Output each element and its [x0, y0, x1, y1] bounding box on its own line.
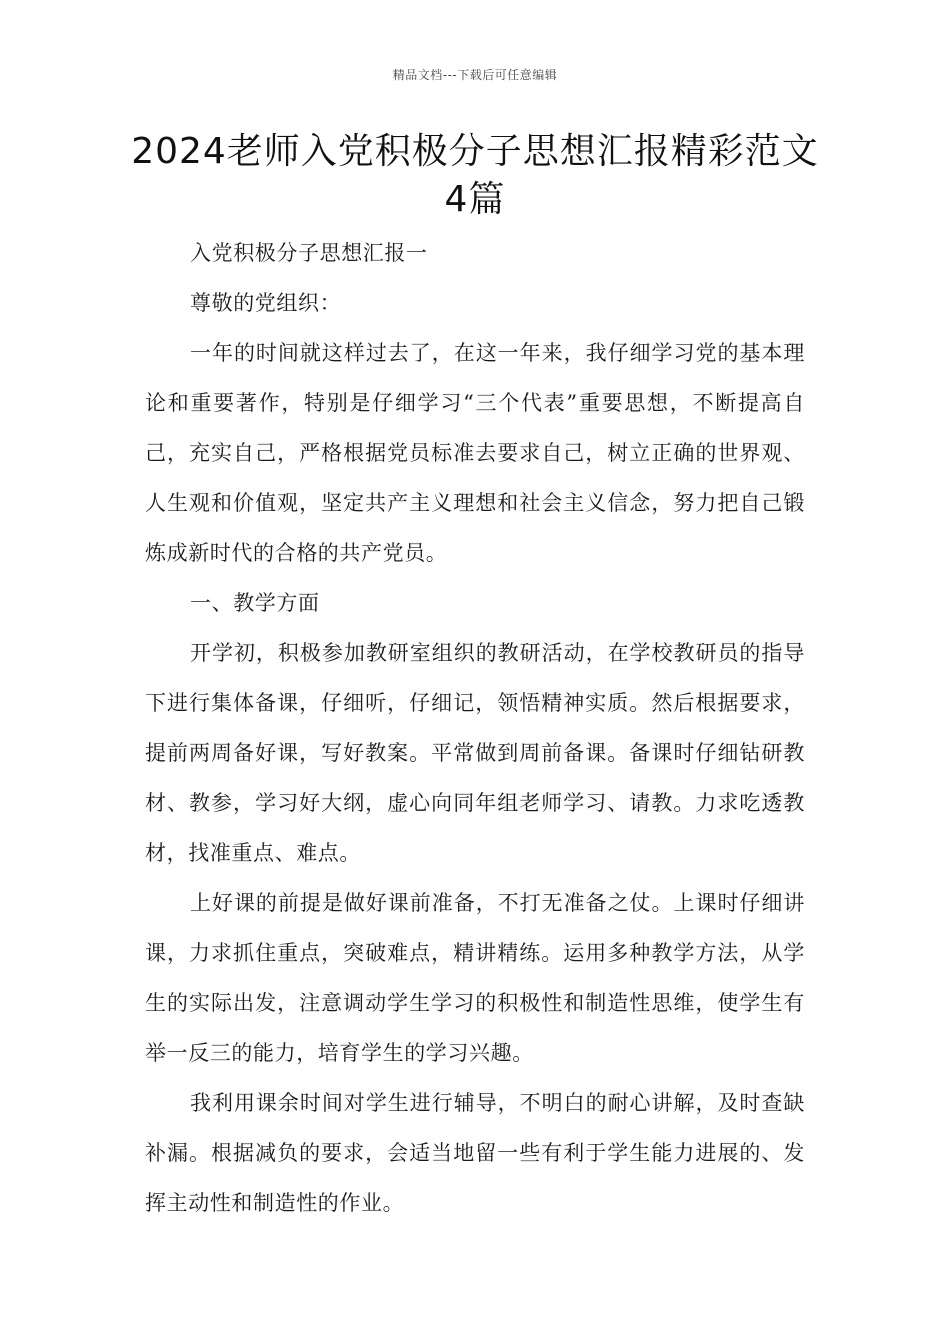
section-heading: 一、教学方面: [190, 591, 320, 615]
header-note: 精品文档---下载后可任意编辑: [392, 68, 558, 82]
salutation: 尊敬的党组织：: [190, 291, 342, 315]
body-paragraph: 开学初，积极参加教研室组织的教研活动，在学校教研员的指导下进行集体备课，仔细听，仔细记，领悟精神实质。然后根据要求，提前两周备好课，写好教案。平常做到周前备课。备课时仔细钻研教材、教参，学习好大纲，虚心向同年组老师学习、请教。力求吃透教材，找准重点、难点。: [145, 641, 805, 865]
document-title: 2024老师入党积极分子思想汇报精彩范文4篇: [131, 131, 819, 220]
document-body: [145, 228, 805, 1228]
report-subtitle: 入党积极分子思想汇报一: [190, 241, 428, 265]
body-paragraph: 一年的时间就这样过去了，在这一年来，我仔细学习党的基本理论和重要著作，特别是仔细学习“三个代表”重要思想，不断提高自己，充实自己，严格根据党员标准去要求自己，树立正确的世界观、人生观和价值观，坚定共产主义理想和社会主义信念，努力把自己锻炼成新时代的合格的共产党员。: [145, 341, 805, 565]
body-paragraph: 我利用课余时间对学生进行辅导，不明白的耐心讲解，及时查缺补漏。根据减负的要求，会适当地留一些有利于学生能力进展的、发挥主动性和制造性的作业。: [145, 1091, 805, 1215]
body-paragraph: 上好课的前提是做好课前准备，不打无准备之仗。上课时仔细讲课，力求抓住重点，突破难点，精讲精练。运用多种教学方法，从学生的实际出发，注意调动学生学习的积极性和制造性思维，使学生有举一反三的能力，培育学生的学习兴趣。: [145, 891, 805, 1065]
